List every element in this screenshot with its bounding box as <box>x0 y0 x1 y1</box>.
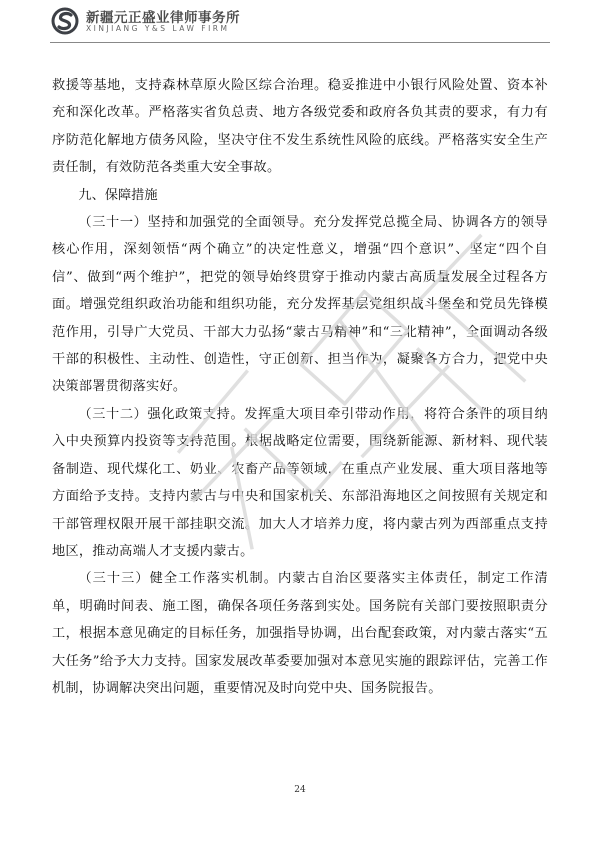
paragraph-31: （三十一）坚持和加强党的全面领导。充分发挥党总揽全局、协调各方的领导核心作用，深刻领悟“两个确立”的决定性意义，增强“四个意识”、坚定“四个自信”、做到“两个维护”，把党的领导始终贯穿于推动内蒙古高质量发展全过程各方面。增强党组织政治功能和组织功能，充分发挥基层党组织战斗堡垒和党员先锋模范作用，引导广大党员、干部大力弘扬“蒙古马精神”和“三北精神”，全面调动各级干部的积极性、主动性、创造性，守正创新、担当作为，凝聚各方合力，把党中央决策部署贯彻落实好。 <box>52 215 548 395</box>
paragraph-33: （三十三）健全工作落实机制。内蒙古自治区要落实主体责任，制定工作清单，明确时间表、施工图，确保各项任务落到实处。国务院有关部门要按照职责分工，根据本意见确定的目标任务，加强指导协调，出台配套政策，对内蒙古落实“五大任务”给予大力支持。国家发展改革委要加强对本意见实施的跟踪评估，完善工作机制，协调解决突出问题，重要情况及时向党中央、国务院报告。 <box>52 571 548 696</box>
paragraph-continued: 救援等基地，支持森林草原火险区综合治理。稳妥推进中小银行风险处置、资本补充和深化改革。严格落实省负总责、地方各级党委和政府各负其责的要求，有力有序防范化解地方债务风险，坚决守住不发生系统性风险的底线。严格落实安全生产责任制，有效防范各类重大安全事故。 <box>52 78 548 176</box>
page-number: 24 <box>294 785 306 795</box>
firm-logo-icon <box>50 6 80 36</box>
header-divider <box>50 42 550 43</box>
firm-name-english: XINJIANG Y&S LAW FIRM <box>86 24 230 33</box>
paragraph-32: （三十二）强化政策支持。发挥重大项目牵引带动作用，将符合条件的项目纳入中央预算内投资等支持范围。根据战略定位需要，围绕新能源、新材料、现代装备制造、现代煤化工、奶业、农畜产品等领域，在重点产业发展、重大项目落地等方面给予支持。支持内蒙古与中央和国家机关、东部沿海地区之间按照有关规定和干部管理权限开展干部挂职交流。加大人才培养力度，将内蒙古列为西部重点支持地区，推动高端人才支援内蒙古。 <box>52 406 548 559</box>
section-heading: 九、保障措施 <box>78 187 158 203</box>
document-body <box>52 72 548 702</box>
firm-name-chinese: 新疆元正盛业律师事务所 <box>86 10 240 26</box>
letterhead <box>0 0 600 44</box>
